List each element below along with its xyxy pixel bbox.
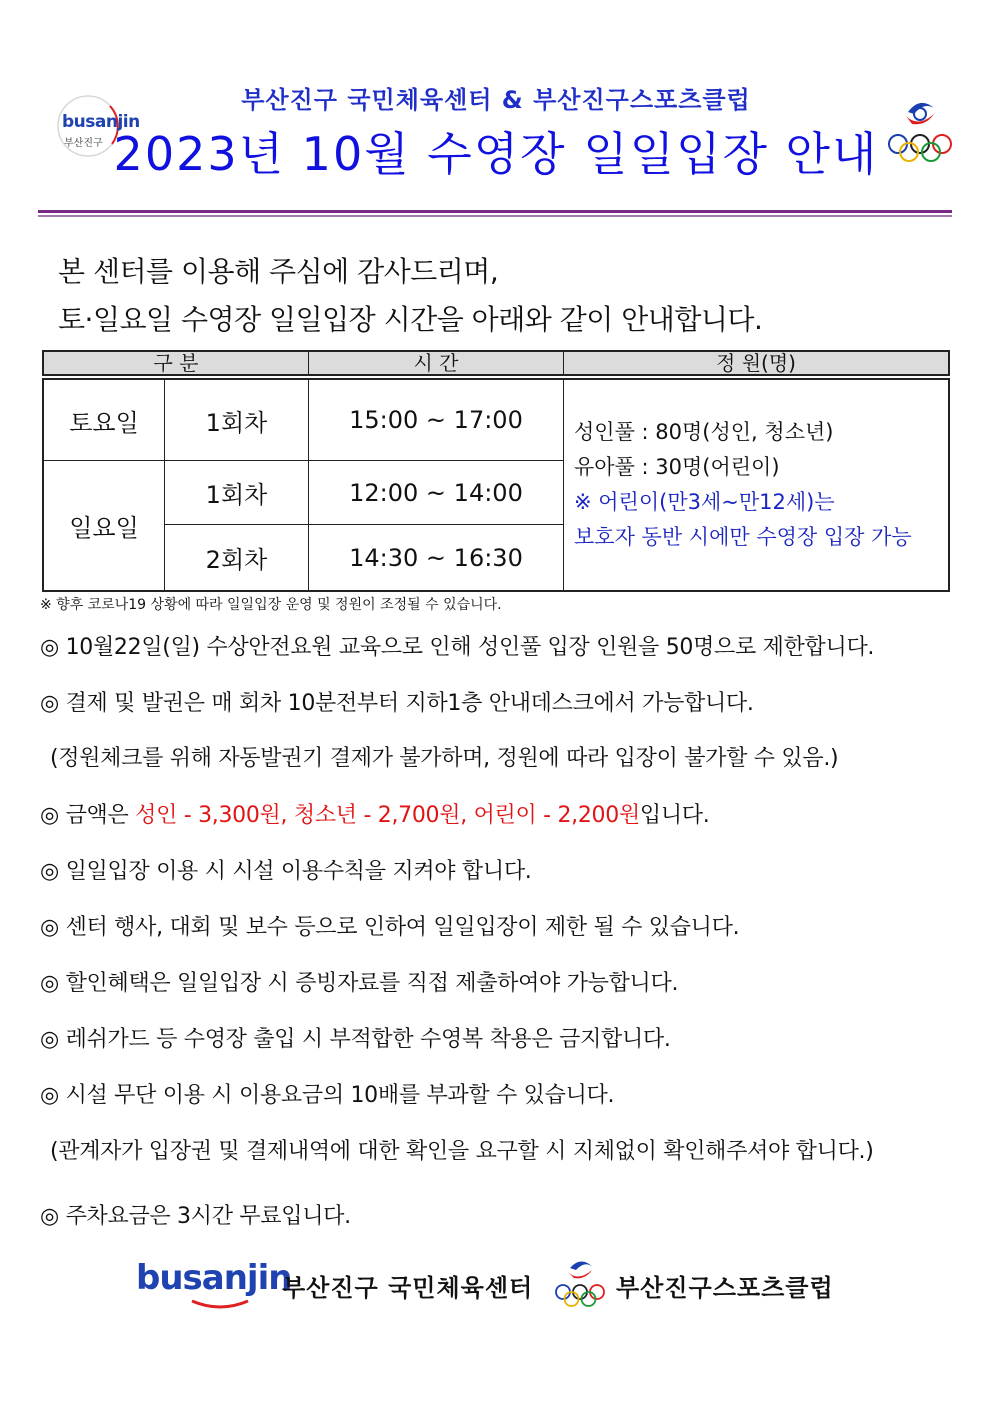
footer-rings-icon	[552, 1254, 608, 1310]
notice-price-suffix: 입니다.	[639, 803, 710, 828]
notice-penalty: ◎ 시설 무단 이용 시 이용요금의 10배를 부과할 수 있습니다.	[40, 1083, 615, 1108]
sports-club-rings-icon	[884, 92, 956, 168]
intro-line-1: 본 센터를 이용해 주심에 감사드리며,	[58, 255, 499, 288]
row-sunday-day: 일요일	[69, 514, 139, 542]
notice-price-prefix: ◎ 금액은	[40, 803, 136, 828]
logo-left-text: busanjin	[62, 112, 140, 132]
header-time: 시 간	[413, 351, 459, 375]
row-saturday-day: 토요일	[69, 408, 139, 437]
notice-parking: ◎ 주차요금은 3시간 무료입니다.	[40, 1204, 351, 1229]
row-saturday-session: 1회차	[205, 408, 268, 437]
capacity-child-note-2: 보호자 동반 시에만 수영장 입장 가능	[574, 525, 912, 549]
notice-discount: ◎ 할인혜택은 일일입장 시 증빙자료를 직접 제출하여야 가능합니다.	[40, 971, 679, 996]
logo-left-sub: 부산진구	[64, 138, 103, 149]
row-sunday-time-2: 14:30 ~ 16:30	[349, 543, 523, 572]
notice-events: ◎ 센터 행사, 대회 및 보수 등으로 인하여 일일입장이 제한 될 수 있습니다.	[40, 915, 740, 940]
capacity-kids-pool: 유아풀 : 30명(어린이)	[574, 455, 780, 479]
page-title: 2023년 10월 수영장 일일입장 안내	[113, 127, 879, 181]
row-saturday-time: 15:00 ~ 17:00	[349, 406, 523, 434]
notice-swimwear: ◎ 레쉬가드 등 수영장 출입 시 부적합한 수영복 착용은 금지합니다.	[40, 1027, 671, 1052]
schedule-table-header	[42, 350, 950, 376]
footer-club-name: 부산진구스포츠클럽	[616, 1274, 834, 1302]
row-sunday-time-1: 12:00 ~ 14:00	[349, 478, 523, 507]
notice-payment: ◎ 결제 및 발권은 매 회차 10분전부터 지하1층 안내데스크에서 가능합니다.	[40, 691, 754, 716]
capacity-adult-pool: 성인풀 : 80명(성인, 청소년)	[574, 420, 834, 444]
header-subtitle: 부산진구 국민체육센터 & 부산진구스포츠클럽	[241, 86, 751, 114]
schedule-table	[42, 378, 950, 592]
header-capacity: 정 원(명)	[716, 351, 796, 375]
row-sunday-session-1: 1회차	[205, 481, 268, 509]
capacity-cell	[570, 380, 948, 590]
notice-price-values: 성인 - 3,300원, 청소년 - 2,700원, 어린이 - 2,200원	[135, 803, 640, 828]
row-sunday-session-2: 2회차	[205, 546, 268, 574]
notice-oct22-limit: ◎ 10월22일(일) 수상안전요원 교육으로 인해 성인풀 입장 인원을 50명으로 제한합니다.	[40, 635, 875, 660]
capacity-child-note-1: ※ 어린이(만3세~만12세)는	[574, 490, 835, 514]
busanjin-logo	[48, 94, 140, 158]
notice-rules: ◎ 일일입장 이용 시 시설 이용수칙을 지켜야 합니다.	[40, 859, 532, 884]
table-footnote: ※ 향후 코로나19 상황에 따라 일일입장 운영 및 정원이 조정될 수 있습니다.	[40, 597, 502, 613]
header-category: 구 분	[153, 351, 199, 375]
intro-line-2: 토·일요일 수영장 일일입장 시간을 아래와 같이 안내합니다.	[58, 303, 763, 336]
header-divider	[38, 210, 952, 213]
notice-payment-sub: (정원체크를 위해 자동발권기 결제가 불가하며, 정원에 따라 입장이 불가할 수 있음.)	[50, 746, 839, 771]
notice-penalty-sub: (관계자가 입장권 및 결제내역에 대한 확인을 요구할 시 지체없이 확인해주셔야 합니다.)	[50, 1139, 874, 1164]
notice-price	[40, 798, 709, 829]
footer-swoosh-icon	[190, 1296, 250, 1308]
header-divider-thin	[38, 215, 952, 217]
footer-busanjin-logo: busanjin	[136, 1258, 292, 1298]
footer-center-name: 부산진구 국민체육센터	[282, 1274, 534, 1302]
